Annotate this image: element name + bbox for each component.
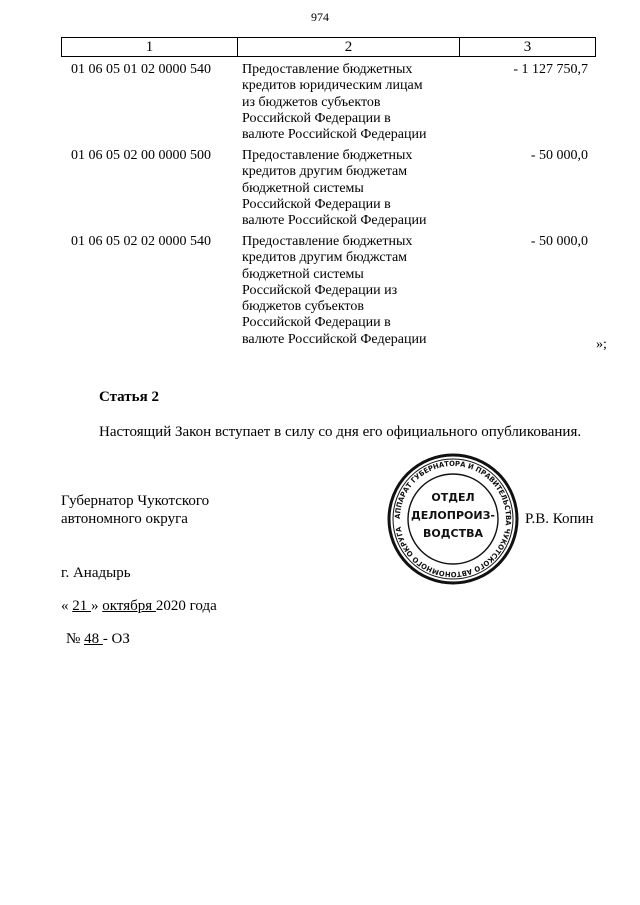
row-description [242,148,456,229]
row-amount: - 1 127 750,7 [513,62,588,77]
article-title: Статья 2 [99,389,159,405]
date-line [61,598,217,615]
table-header [61,37,596,57]
description-line: Предоставление бюджетных [242,62,413,77]
description-line: кредитов юридическим лицам [242,78,423,94]
row-description [242,62,456,143]
official-stamp [386,452,520,586]
description-line: Предоставление бюджетных [242,234,413,249]
date-month: октября [102,598,156,614]
date-close-quote: » [91,598,99,614]
row-description [242,234,456,348]
stamp-line-1: ОТДЕЛ [431,491,475,504]
number-label: № [66,631,81,647]
date-open-quote: « [61,598,69,614]
description-line: бюджетов субъектов [242,299,364,315]
description-line: кредитов другим бюджетам [242,164,408,180]
row-amount: - 50 000,0 [530,234,588,249]
number-suffix: - ОЗ [102,631,130,647]
description-line: валюте Российской Федерации [242,213,427,229]
description-line: Российской Федерации в [242,196,391,212]
description-line: валюте Российской Федерации [242,331,427,347]
stamp-line-3: ВОДСТВА [422,527,484,540]
article-text: Настоящий Закон вступает в силу со дня его официального опубликования. [99,424,582,440]
date-year: 2020 года [155,598,217,614]
date-day: 21 [72,598,91,614]
description-line: Предоставление бюджетных [242,148,413,163]
law-number [66,631,130,648]
table-header-col-2: 2 [238,38,460,56]
row-amount: - 50 000,0 [530,148,588,163]
stamp-line-2: ДЕЛОПРОИЗ- [410,509,496,522]
budget-code: 01 06 05 02 00 0000 500 [71,148,211,163]
governor-name: Р.В. Копин [525,511,594,527]
description-line: Российской Федерации в [242,110,391,126]
description-line: бюджетной системы [242,180,364,196]
budget-code: 01 06 05 02 02 0000 540 [71,234,211,249]
description-line: Российской Федерации из [242,282,398,298]
description-line: кредитов другим бюджстам [242,250,408,266]
governor-title-line: Губернатор Чукотского [61,493,210,509]
number-value: 48 [84,631,103,647]
closing-quote-mark: »; [596,337,607,352]
description-line: валюте Российской Федерации [242,127,427,143]
stamp-outer-text: АППАРАТ ГУБЕРНАТОРА И ПРАВИТЕЛЬСТВА ЧУКОТСКОГО АВТОНОМНОГО ОКРУГА [392,458,514,580]
description-line: из бюджетов субъектов [242,94,381,110]
page-number: 974 [311,10,329,24]
budget-code: 01 06 05 01 02 0000 540 [71,62,211,77]
city: г. Анадырь [61,565,131,581]
table-header-col-1: 1 [62,38,238,56]
governor-title-line: автономного округа [61,511,188,527]
description-line: Российской Федерации в [242,315,391,331]
governor-title [61,492,209,528]
table-header-col-3: 3 [523,39,532,55]
description-line: бюджетной системы [242,266,364,282]
